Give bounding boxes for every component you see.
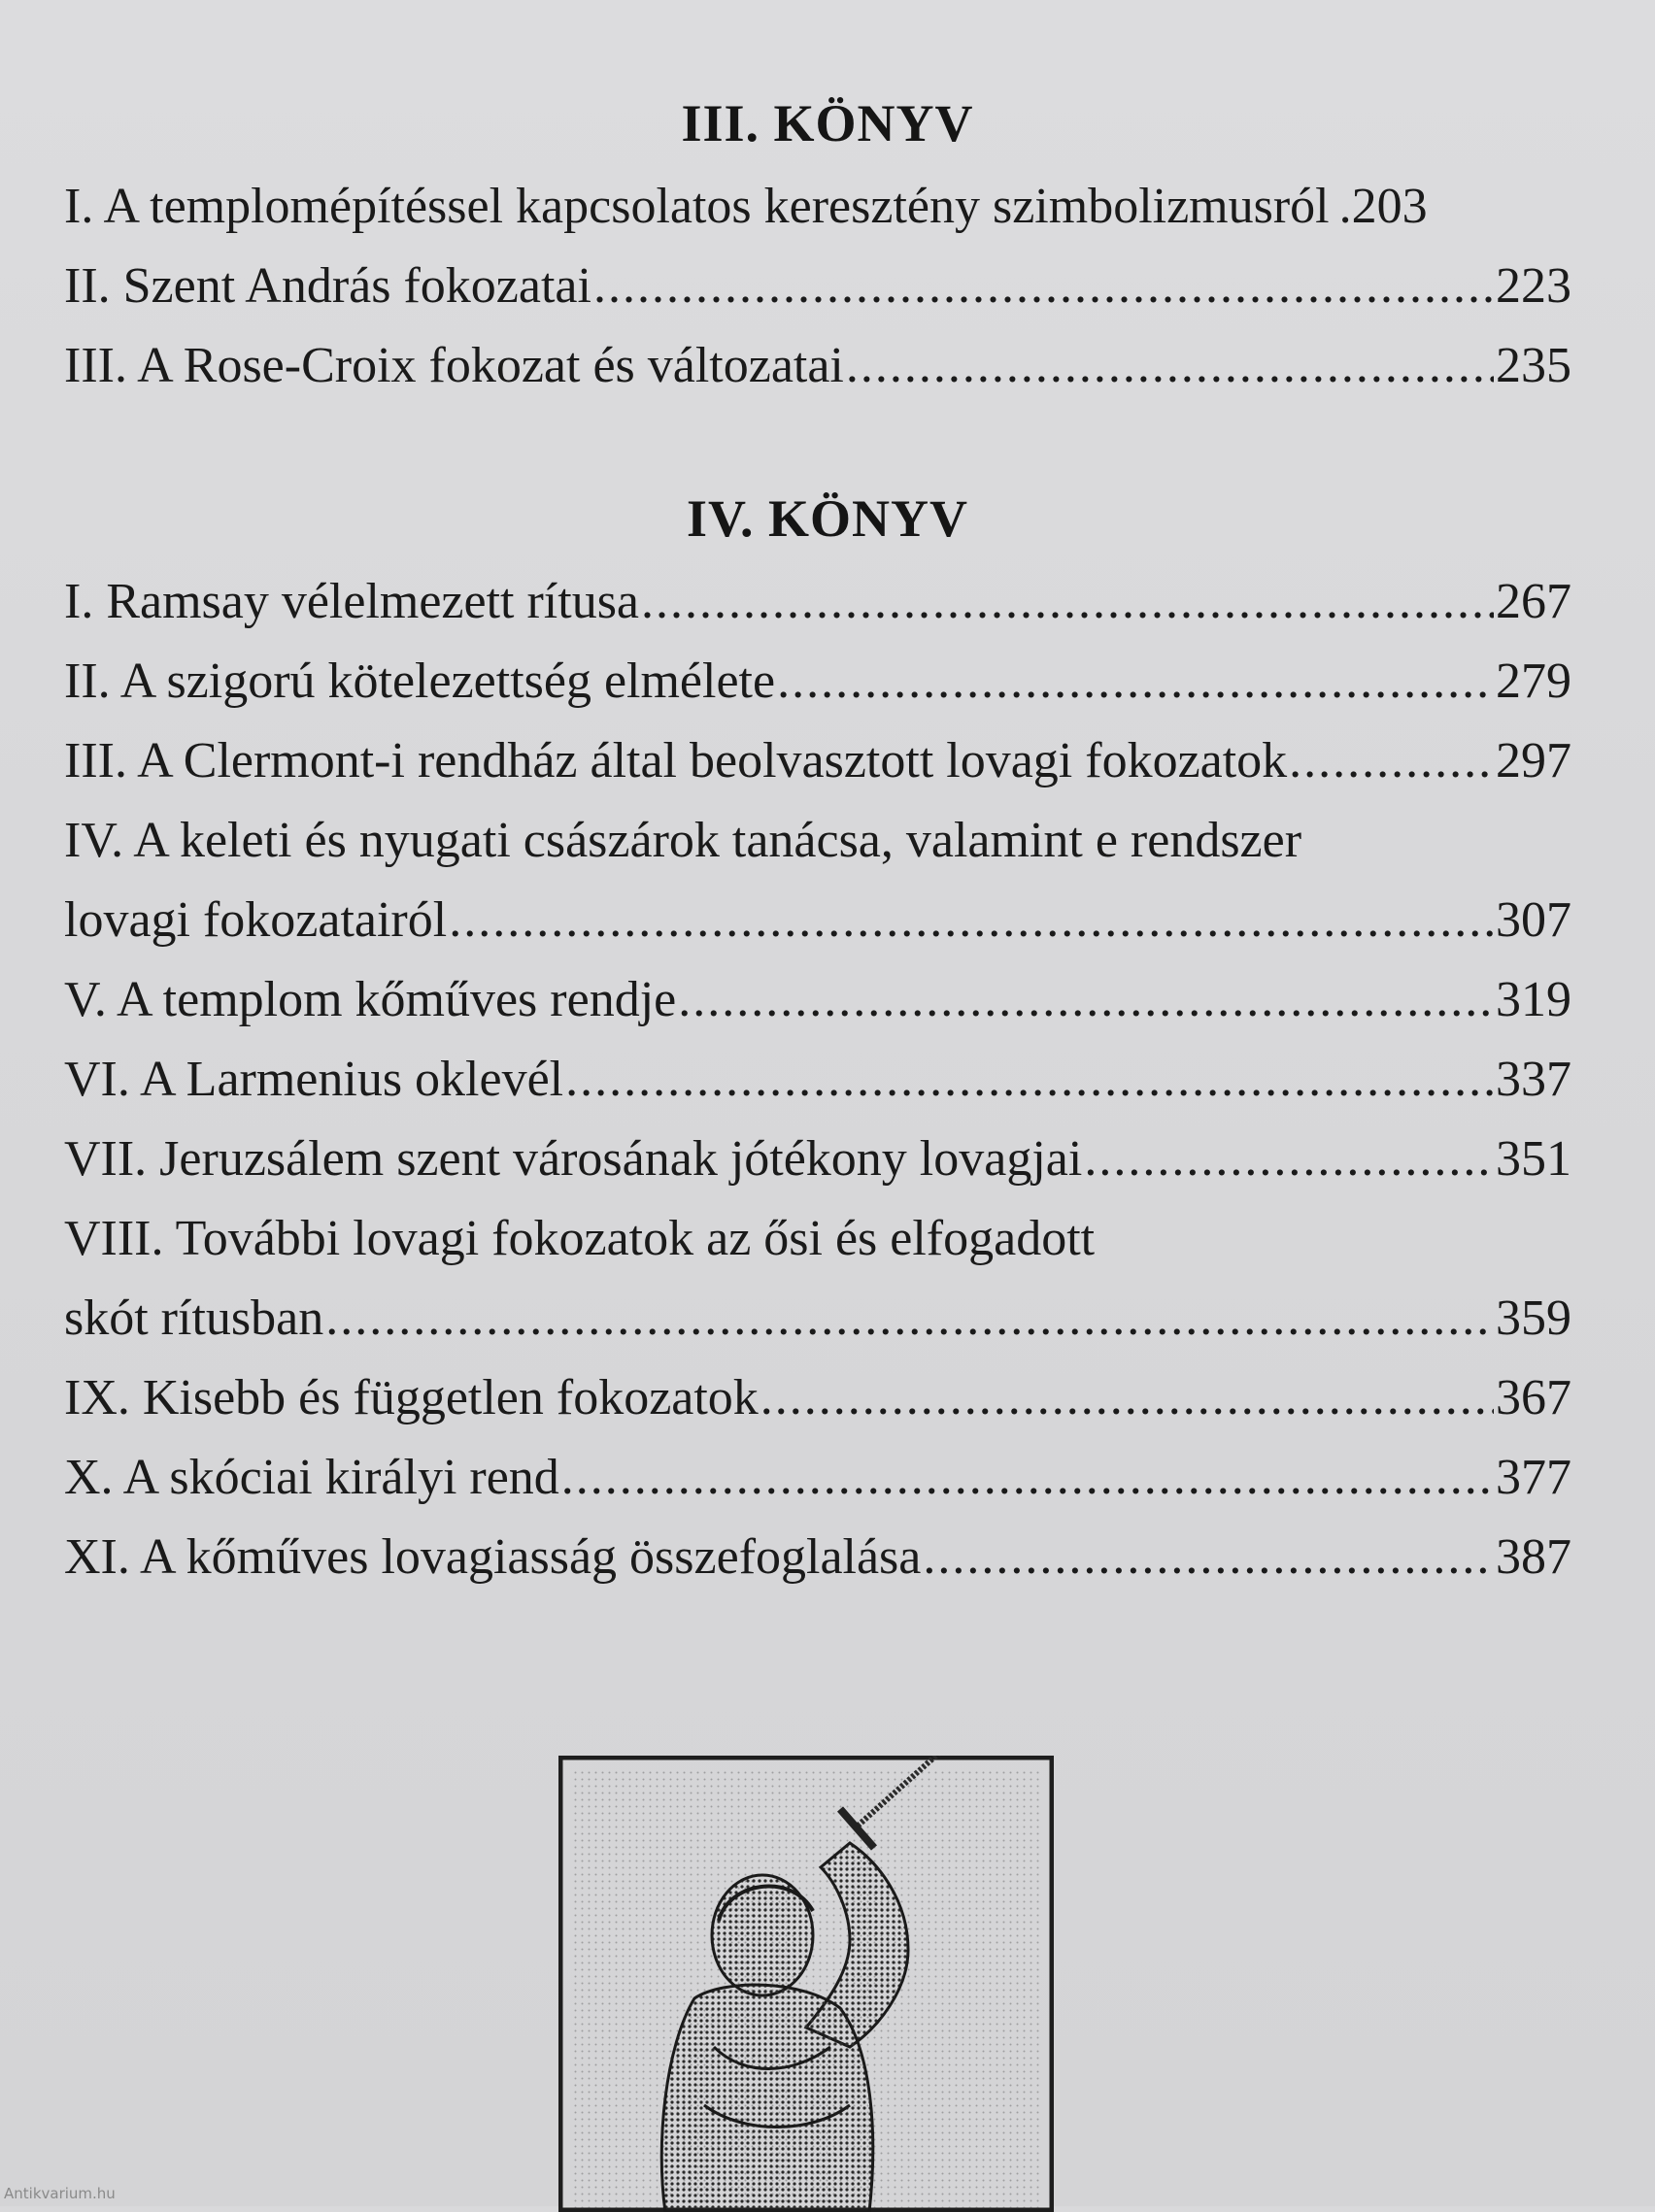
toc-entry-title: IV. A keleti és nyugati császárok tanácsa, valamint e rendszer (64, 813, 1302, 868)
toc-entry (64, 971, 1571, 1029)
toc-entry-title: skót rítusban (64, 1290, 324, 1346)
toc-entry (64, 1290, 1571, 1348)
figure-body (661, 1985, 873, 2212)
toc-entry-title: III. A Clermont-i rendház által beolvasztott lovagi fokozatok (64, 733, 1288, 788)
toc-entry-page: 235 (1496, 338, 1571, 393)
toc-entry-page: 319 (1496, 972, 1571, 1027)
dot-leader (449, 891, 1494, 950)
toc-entry-title: I. A templomépítéssel kapcsolatos keresztény szimbolizmusról (64, 179, 1330, 234)
toc-entry-page: 387 (1496, 1529, 1571, 1585)
toc-entry-page: .203 (1338, 179, 1428, 234)
toc-entry (64, 1369, 1571, 1427)
dot-leader (641, 573, 1494, 631)
dot-leader (1289, 732, 1494, 790)
watermark-text: Antikvarium.hu (4, 2185, 116, 2202)
toc-entry (64, 1130, 1571, 1189)
engraving-illustration (558, 1756, 1054, 2212)
toc-entry (64, 337, 1571, 395)
toc-entry (64, 732, 1571, 790)
toc-entry-title: III. A Rose-Croix fokozat és változatai (64, 338, 844, 393)
toc-entry-title: VIII. További lovagi fokozatok az ősi és elfogadott (64, 1211, 1096, 1266)
dot-leader (846, 337, 1494, 395)
toc-entry-title: lovagi fokozatairól (64, 892, 448, 948)
toc-entry (64, 573, 1571, 631)
toc-entry (64, 178, 1571, 236)
dot-leader (325, 1290, 1494, 1348)
toc-entry-page: 307 (1496, 892, 1571, 948)
dot-leader (923, 1528, 1494, 1587)
toc-entry-title: I. Ramsay vélelmezett rítusa (64, 574, 640, 629)
toc-entry-page: 279 (1496, 654, 1571, 709)
toc-entry-title: XI. A kőműves lovagiasság összefoglalása (64, 1529, 922, 1585)
toc-entry (64, 1449, 1571, 1507)
dot-leader (777, 653, 1494, 711)
toc-entry-page: 223 (1496, 258, 1571, 314)
dot-leader (561, 1449, 1494, 1507)
toc-entry-title: IX. Kisebb és független fokozatok (64, 1370, 759, 1425)
toc-entry-page: 297 (1496, 733, 1571, 788)
toc-entry-page: 337 (1496, 1052, 1571, 1107)
toc-entry-title: VII. Jeruzsálem szent városának jótékony lovagjai (64, 1131, 1083, 1187)
toc-entry (64, 812, 1301, 870)
toc-entry (64, 1210, 1095, 1268)
toc-entry-title: VI. A Larmenius oklevél (64, 1052, 564, 1107)
toc-entry-page: 367 (1496, 1370, 1571, 1425)
toc-entry (64, 1528, 1571, 1587)
book-iv-heading: IV. KÖNYV (686, 489, 969, 548)
book-iii-heading: III. KÖNYV (681, 94, 974, 152)
dot-leader (1084, 1130, 1494, 1189)
toc-entry-title: II. A szigorú kötelezettség elmélete (64, 654, 776, 709)
dot-leader (565, 1051, 1494, 1109)
toc-entry-page: 359 (1496, 1290, 1571, 1346)
toc-entry-page: 377 (1496, 1450, 1571, 1505)
toc-entry-page: 351 (1496, 1131, 1571, 1187)
dot-leader (760, 1369, 1494, 1427)
dot-leader (678, 971, 1494, 1029)
toc-entry-title: II. Szent András fokozatai (64, 258, 591, 314)
toc-entry (64, 1051, 1571, 1109)
toc-entry (64, 891, 1571, 950)
toc-entry (64, 257, 1571, 316)
toc-entry (64, 653, 1571, 711)
toc-entry-page: 267 (1496, 574, 1571, 629)
toc-entry-title: X. A skóciai királyi rend (64, 1450, 559, 1505)
toc-entry-title: V. A templom kőműves rendje (64, 972, 677, 1027)
dot-leader (593, 257, 1494, 316)
